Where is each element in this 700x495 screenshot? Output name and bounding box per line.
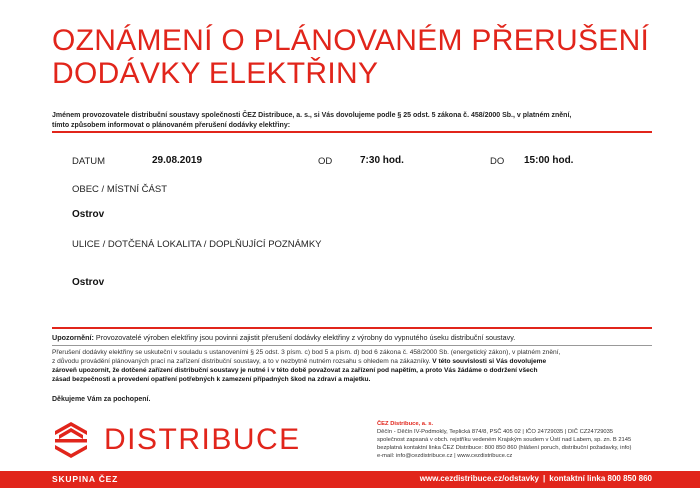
footer-bar <box>0 471 700 488</box>
company-name: ČEZ Distribuce, a. s. <box>377 421 434 427</box>
company-contact: e-mail: info@cezdistribuce.cz | www.cezdistribuce.cz <box>377 453 513 459</box>
company-hotline: bezplatná kontaktní linka ČEZ Distribuce: 800 850 860 (hlášení poruch, distribuční požadavky, info) <box>377 445 632 451</box>
intro-line-1: Jménem provozovatele distribuční soustavy společnosti ČEZ Distribuce, a. s., si Vás dovolujeme podle § 25 odst. 5 zákona č. 458/2000 Sb., v platném znění, <box>52 112 572 119</box>
legal-line-3: zároveň upozornit, že dotčené zařízení distribuční soustavy je nutné i v této době považovat za zařízení pod napětím, a proto Vás žádáme o dodržení všech <box>52 367 538 374</box>
cez-logo-icon <box>52 420 90 460</box>
divider-bottom <box>52 327 652 329</box>
legal-text <box>52 348 652 384</box>
intro-line-2: tímto způsobem informovat o plánovaném přerušení dodávky elektřiny: <box>52 122 291 129</box>
legal-line-4: zásad bezpečnosti a provedení opatření potřebných k zamezení případných škod na zdraví a majetku. <box>52 376 371 383</box>
title-line-1: OZNÁMENÍ O PLÁNOVANÉM PŘERUŠENÍ <box>52 24 650 57</box>
to-label: DO <box>490 156 505 167</box>
from-value: 7:30 hod. <box>360 155 404 166</box>
date-value: 29.08.2019 <box>152 155 203 166</box>
footer-separator: | <box>543 474 546 483</box>
footer-hotline: kontaktní linka 800 850 860 <box>549 474 652 483</box>
thanks-text: Děkujeme Vám za pochopení. <box>52 396 151 403</box>
notice-title <box>52 24 649 90</box>
municipality-label: OBEC / MÍSTNÍ ČÁST <box>72 184 168 195</box>
municipality-value: Ostrov <box>72 209 105 220</box>
intro-text <box>52 111 652 131</box>
street-value: Ostrov <box>72 277 105 288</box>
date-label: DATUM <box>72 156 106 167</box>
logo-wordmark: DISTRIBUCE <box>104 423 301 456</box>
from-label: OD <box>318 156 333 167</box>
legal-line-1: Přerušení dodávky elektřiny se uskuteční v souladu s ustanoveními § 25 odst. 3 písm. c) bod 5 a písm. d) bod 6 zákona č. 458/2000 Sb. (energetický zákon), v platném znění, <box>52 349 561 356</box>
divider-top <box>52 131 652 133</box>
warning-notice <box>52 333 652 343</box>
company-address: Děčín - Děčín IV-Podmokly, Teplická 874/8, PSČ 405 02 | IČO 24729035 | DIČ CZ24729035 <box>377 429 614 435</box>
street-label: ULICE / DOTČENÁ LOKALITA / DOPLŇUJÍCÍ POZNÁMKY <box>72 239 322 250</box>
to-value: 15:00 hod. <box>524 155 574 166</box>
warning-label: Upozornění: <box>52 333 94 342</box>
legal-line-2-bold: V této souvislosti si Vás dovolujeme <box>432 358 547 365</box>
footer-links <box>420 474 652 483</box>
warning-text: Provozovatelé výroben elektřiny jsou povinni zajistit přerušení dodávky elektřiny z výrobny do vypnutého úseku distribuční soustavy. <box>93 333 516 342</box>
legal-line-2: z důvodu provádění plánovaných prací na zařízení distribuční soustavy, a to v nezbytně nutném rozsahu s ohledem na zákazníky. <box>52 358 433 365</box>
footer-group: SKUPINA ČEZ <box>52 474 119 484</box>
company-registry: společnost zapsaná v obch. rejstříku vedeném Krajským soudem v Ústí nad Labem, sp. zn. B 2145 <box>377 437 632 443</box>
title-line-2: DODÁVKY ELEKTŘINY <box>52 57 379 90</box>
company-info <box>377 420 677 460</box>
divider-notice <box>52 345 652 346</box>
footer-website-link[interactable]: www.cezdistribuce.cz/odstavky <box>419 474 540 483</box>
